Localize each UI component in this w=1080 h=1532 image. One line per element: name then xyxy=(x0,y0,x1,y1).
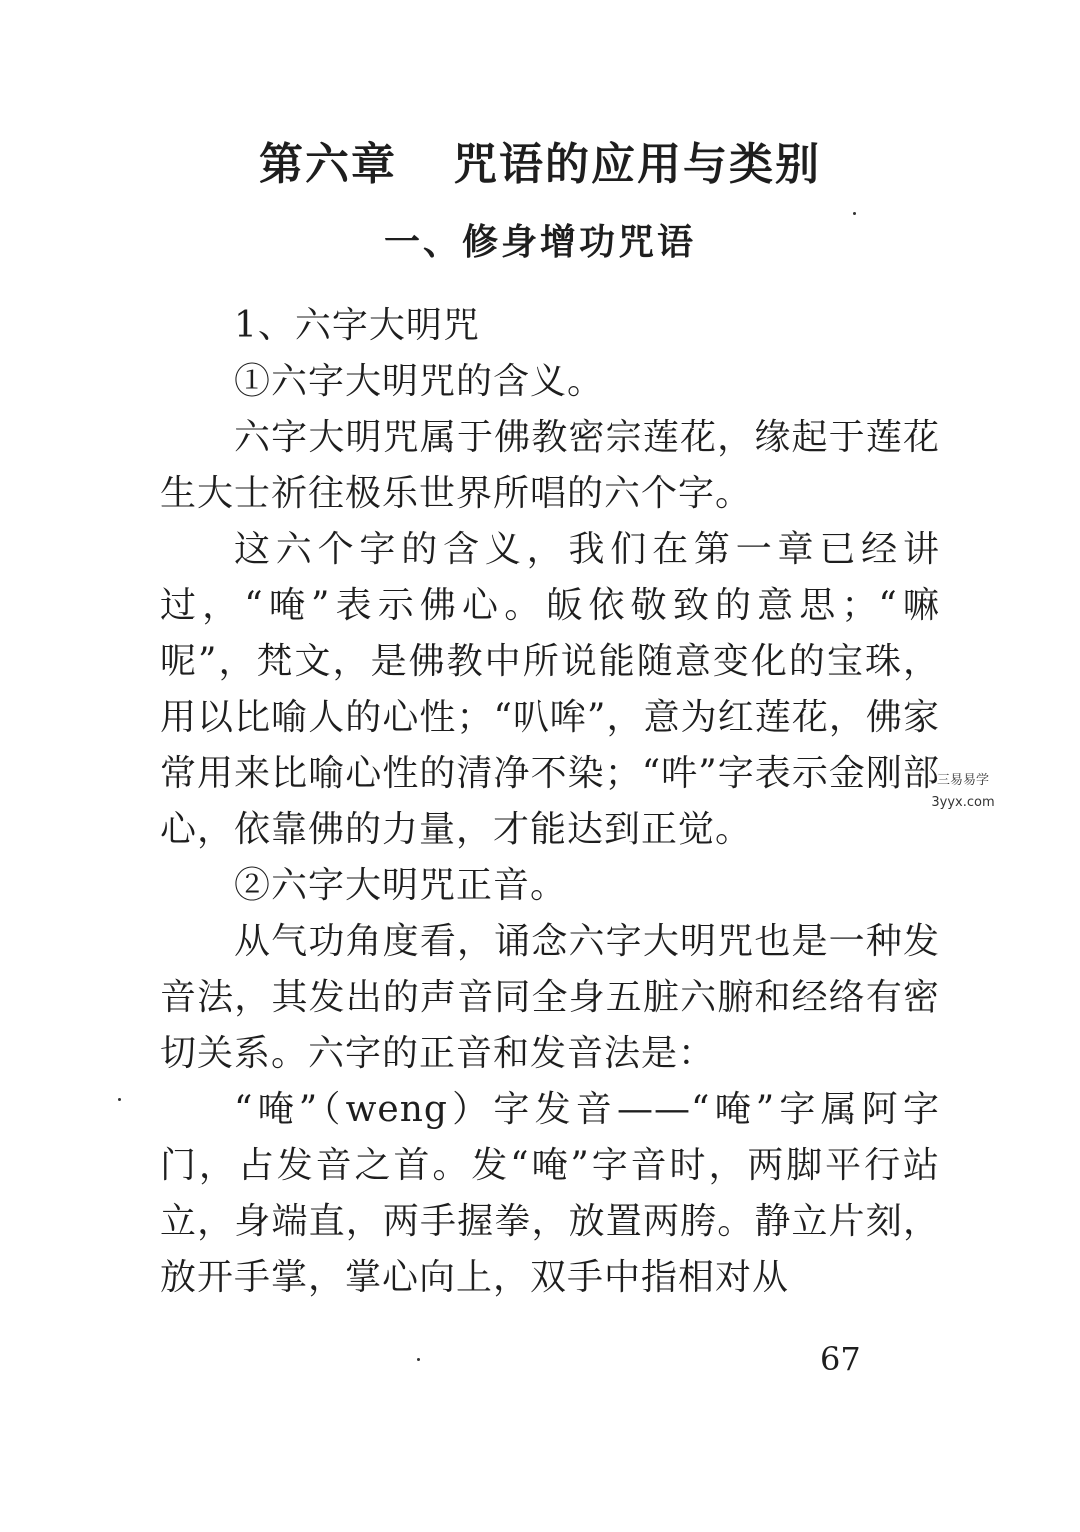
paragraph: 这六个字的含义，我们在第一章已经讲过，“唵”表示佛心。皈依敬致的意思；“嘛呢”，梵文，是佛教中所说能随意变化的宝珠，用以比喻人的心性；“叭哞”，意为红莲花，佛家常用来比喻心性的清净不染；“吽”字表示金刚部心，依靠佛的力量，才能达到正觉。 xyxy=(160,529,940,850)
body-text xyxy=(160,298,940,1306)
watermark-url: 3yyx.com xyxy=(931,795,995,810)
paragraph: 六字大明咒属于佛教密宗莲花，缘起于莲花生大士祈往极乐世界所唱的六个字。 xyxy=(160,417,940,514)
paragraph: 从气功角度看，诵念六字大明咒也是一种发音法，其发出的声音同全身五脏六腑和经络有密切关系。六字的正音和发音法是： xyxy=(160,921,940,1074)
subsection-subheading-pronunciation: ②六字大明咒正音。 xyxy=(234,865,568,906)
scan-speck xyxy=(118,1098,121,1101)
chapter-title xyxy=(0,128,1080,192)
watermark xyxy=(918,770,1008,814)
watermark-name: 三易易学 xyxy=(936,773,989,788)
scan-speck xyxy=(853,212,856,215)
subsection-heading: 1、六字大明咒 xyxy=(234,305,480,346)
section-title: 一、修身增功咒语 xyxy=(383,222,696,263)
page-number: 67 xyxy=(820,1340,861,1378)
chapter-name: 咒语的应用与类别 xyxy=(453,139,821,190)
chapter-number: 第六章 xyxy=(259,139,397,190)
subsection-subheading-meaning: ①六字大明咒的含义。 xyxy=(234,361,605,402)
paragraph: “唵”（weng）字发音——“唵”字属阿字门，占发音之首。发“唵”字音时，两脚平行站立，身端直，两手握拳，放置两胯。静立片刻，放开手掌，掌心向上，双手中指相对从 xyxy=(160,1089,940,1298)
scan-speck xyxy=(417,1358,420,1361)
